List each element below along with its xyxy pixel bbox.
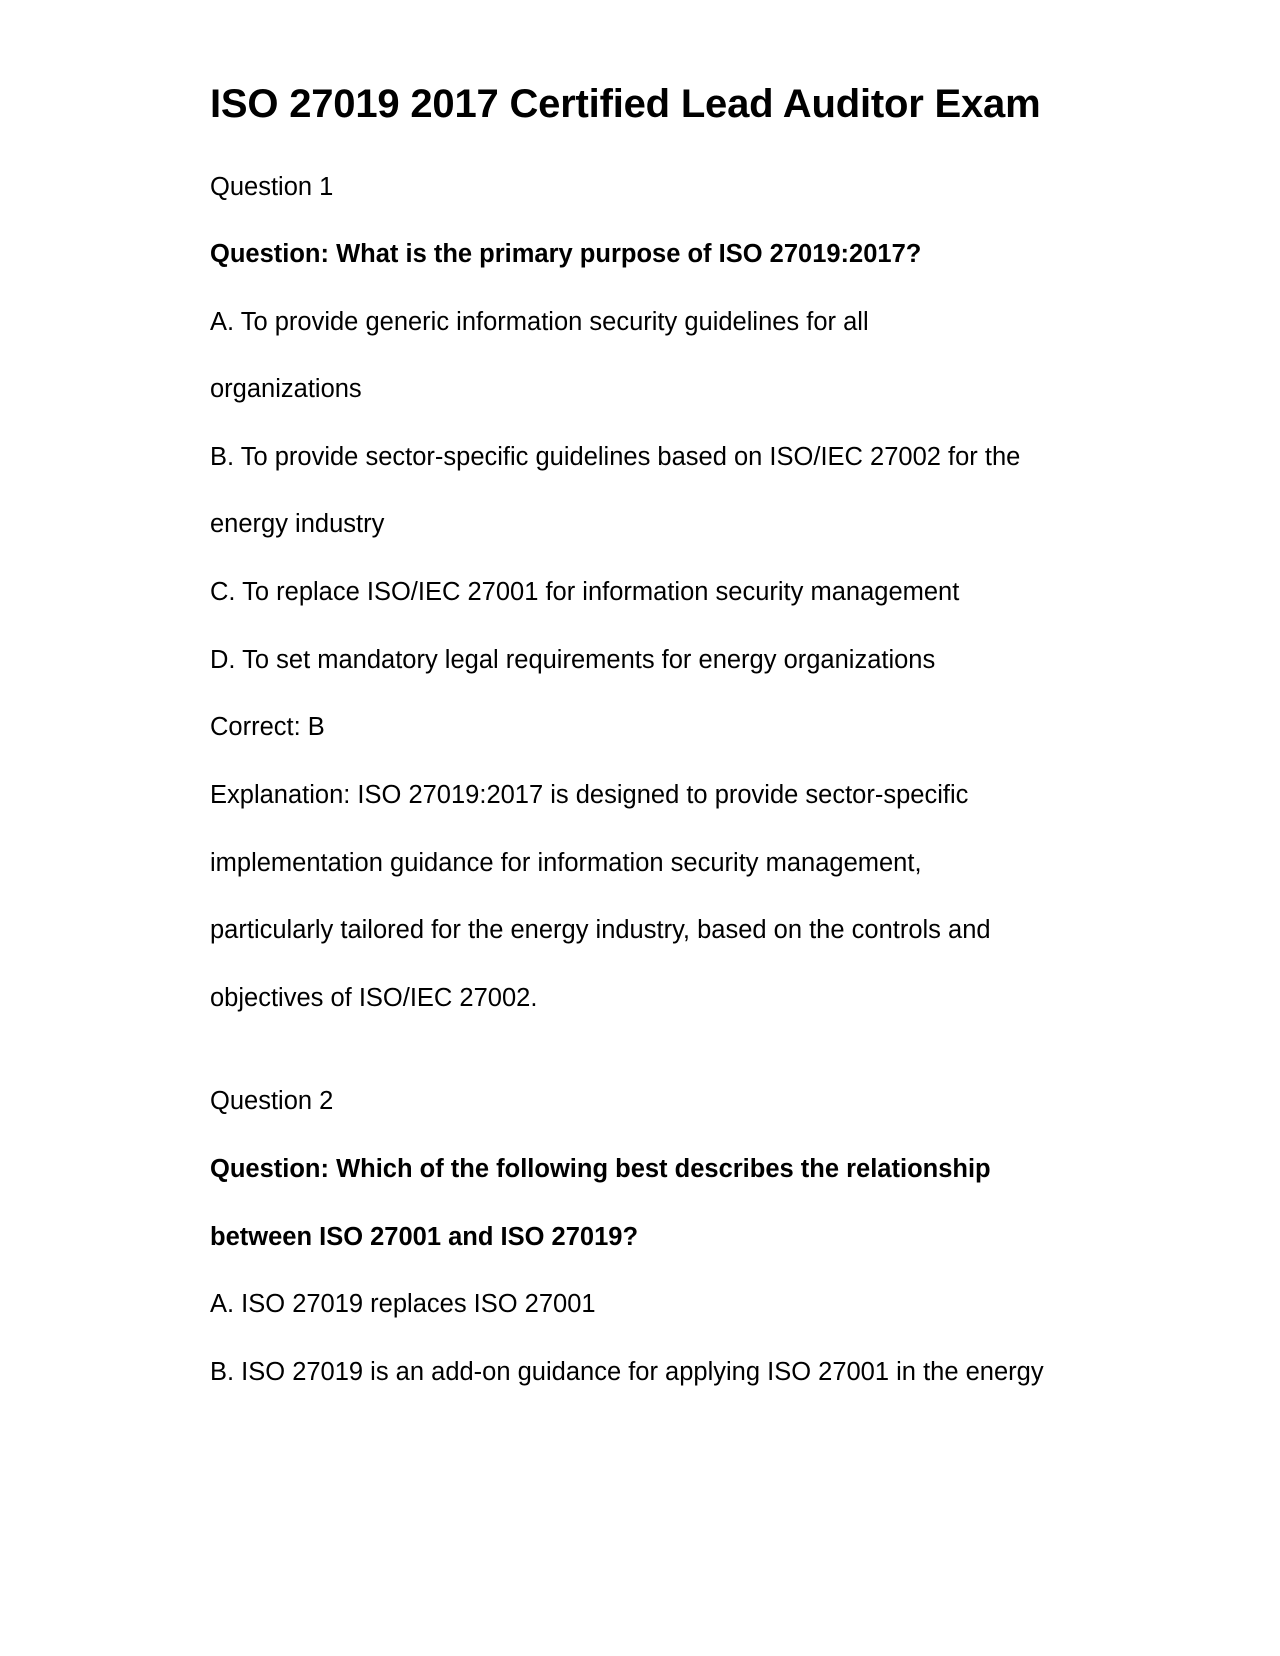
explanation-line: implementation guidance for information security management, bbox=[210, 849, 922, 877]
document-title: ISO 27019 2017 Certified Lead Auditor Exam bbox=[210, 82, 1041, 126]
answer-option-a: A. To provide generic information security guidelines for all bbox=[210, 308, 869, 336]
answer-option-a-continued: organizations bbox=[210, 375, 362, 403]
answer-option-d: D. To set mandatory legal requirements for energy organizations bbox=[210, 646, 936, 674]
answer-option-c: C. To replace ISO/IEC 27001 for information security management bbox=[210, 578, 960, 606]
question-text-continued: between ISO 27001 and ISO 27019? bbox=[210, 1223, 639, 1251]
correct-answer: Correct: B bbox=[210, 713, 325, 741]
question-text: Question: What is the primary purpose of ISO 27019:2017? bbox=[210, 240, 922, 268]
explanation-line: objectives of ISO/IEC 27002. bbox=[210, 984, 538, 1012]
answer-option-b: B. ISO 27019 is an add-on guidance for applying ISO 27001 in the energy bbox=[210, 1358, 1044, 1386]
question-text: Question: Which of the following best describes the relationship bbox=[210, 1155, 991, 1183]
answer-option-b: B. To provide sector-specific guidelines based on ISO/IEC 27002 for the bbox=[210, 443, 1021, 471]
question-number-label: Question 2 bbox=[210, 1087, 334, 1115]
answer-option-a: A. ISO 27019 replaces ISO 27001 bbox=[210, 1290, 596, 1318]
answer-option-b-continued: energy industry bbox=[210, 510, 385, 538]
question-number-label: Question 1 bbox=[210, 173, 334, 201]
explanation-line: Explanation: ISO 27019:2017 is designed to provide sector-specific bbox=[210, 781, 969, 809]
explanation-line: particularly tailored for the energy industry, based on the controls and bbox=[210, 916, 991, 944]
